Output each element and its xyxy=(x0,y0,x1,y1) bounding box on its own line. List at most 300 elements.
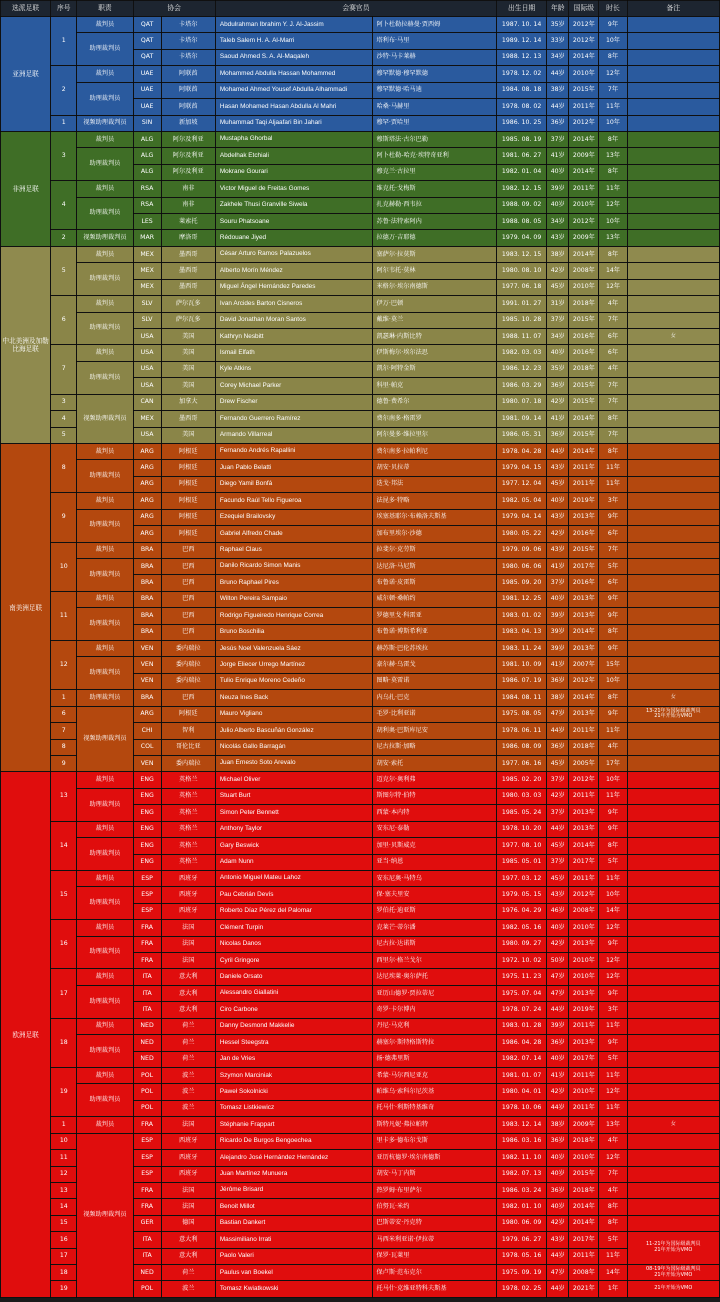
duration: 12年 xyxy=(599,969,627,985)
country-code: BRA xyxy=(133,558,161,574)
country-code: USA xyxy=(133,427,161,443)
official-name-en: Diego Yamil Bonfá xyxy=(215,476,372,492)
official-name-en: Mustapha Ghorbal xyxy=(215,131,372,147)
intl-since: 2013年 xyxy=(569,641,599,657)
official-name-en: Taleb Salem H. A. Al-Marri xyxy=(215,33,372,49)
seq-cell: 1 xyxy=(51,1117,77,1133)
official-name-cn: 托马什·克维亚特科夫斯基 xyxy=(372,1281,497,1297)
seq-cell: 15 xyxy=(51,1215,77,1231)
table-row xyxy=(1,263,720,279)
age: 40岁 xyxy=(547,345,569,361)
birth-date: 1980. 06. 06 xyxy=(497,558,547,574)
table-row xyxy=(1,148,720,164)
age: 47岁 xyxy=(547,1265,569,1281)
duration: 14年 xyxy=(599,903,627,919)
seq-cell: 12 xyxy=(51,641,77,690)
note-cell: 21年开始为VMO xyxy=(627,1281,719,1297)
birth-date: 1983. 12. 14 xyxy=(497,1117,547,1133)
seq-cell: 18 xyxy=(51,1265,77,1281)
official-name-cn: 伊万·巴顿 xyxy=(372,296,497,312)
country-code: BRA xyxy=(133,608,161,624)
seq-cell: 13 xyxy=(51,772,77,821)
intl-since: 2016年 xyxy=(569,575,599,591)
association: 委内瑞拉 xyxy=(161,673,215,689)
intl-since: 2011年 xyxy=(569,1100,599,1116)
birth-date: 1986. 05. 31 xyxy=(497,427,547,443)
age: 37岁 xyxy=(547,854,569,870)
association: 英格兰 xyxy=(161,821,215,837)
table-row xyxy=(1,838,720,854)
table-body xyxy=(1,17,720,1298)
official-name-en: Anthony Taylor xyxy=(215,821,372,837)
duration: 12年 xyxy=(599,953,627,969)
note-cell-empty xyxy=(627,920,719,936)
association: 委内瑞拉 xyxy=(161,755,215,771)
official-name-cn: 加里·贝斯威克 xyxy=(372,838,497,854)
table-row xyxy=(1,985,720,1001)
birth-date: 1975. 09. 19 xyxy=(497,1265,547,1281)
country-code: USA xyxy=(133,361,161,377)
intl-since: 2011年 xyxy=(569,723,599,739)
intl-since: 2014年 xyxy=(569,838,599,854)
association: 意大利 xyxy=(161,1248,215,1264)
seq-cell: 1 xyxy=(51,17,77,66)
association: 法国 xyxy=(161,1117,215,1133)
note-cell-empty xyxy=(627,246,719,262)
birth-date: 1988. 12. 13 xyxy=(497,49,547,65)
country-code: ALG xyxy=(133,131,161,147)
table-row xyxy=(1,131,720,147)
table-row xyxy=(1,197,720,213)
official-name-en: Nicolas Danos xyxy=(215,936,372,952)
association: 西班牙 xyxy=(161,1150,215,1166)
official-name-cn: 戴维·莫兰 xyxy=(372,312,497,328)
official-name-cn: 尼古拉斯·加略 xyxy=(372,739,497,755)
country-code: VEN xyxy=(133,657,161,673)
duration: 7年 xyxy=(599,82,627,98)
official-name-en: Ricardo De Burgos Bengoechea xyxy=(215,1133,372,1149)
birth-date: 1988. 11. 07 xyxy=(497,329,547,345)
age: 38岁 xyxy=(547,690,569,706)
duration: 15年 xyxy=(599,657,627,673)
official-name-cn: 哈桑·马赫里 xyxy=(372,99,497,115)
birth-date: 1972. 10. 02 xyxy=(497,953,547,969)
official-name-en: Facundo Raúl Tello Figueroa xyxy=(215,493,372,509)
birth-date: 1981. 09. 14 xyxy=(497,411,547,427)
official-name-cn: 沙特·马卡莱赫 xyxy=(372,49,497,65)
role-cell: 裁判员 xyxy=(77,920,133,936)
association: 阿根廷 xyxy=(161,493,215,509)
duration: 5年 xyxy=(599,1232,627,1248)
duration: 10年 xyxy=(599,33,627,49)
note-cell: 女 xyxy=(627,690,719,706)
association: 萨尔瓦多 xyxy=(161,296,215,312)
note-cell: 11-21年为国际级裁判员 21年开始为VMO xyxy=(627,1232,719,1265)
birth-date: 1983. 12. 15 xyxy=(497,246,547,262)
intl-since: 2010年 xyxy=(569,1150,599,1166)
seq-cell: 12 xyxy=(51,1166,77,1182)
age: 36岁 xyxy=(547,115,569,131)
duration: 7年 xyxy=(599,394,627,410)
intl-since: 2014年 xyxy=(569,411,599,427)
association: 巴西 xyxy=(161,624,215,640)
duration: 8年 xyxy=(599,838,627,854)
official-name-en: Szymon Marciniak xyxy=(215,1068,372,1084)
age: 40岁 xyxy=(547,197,569,213)
duration: 5年 xyxy=(599,854,627,870)
association: 意大利 xyxy=(161,1232,215,1248)
association: 摩洛哥 xyxy=(161,230,215,246)
country-code: ESP xyxy=(133,1150,161,1166)
intl-since: 2015年 xyxy=(569,427,599,443)
age: 45岁 xyxy=(547,838,569,854)
duration: 4年 xyxy=(599,296,627,312)
role-cell: 助理裁判员 xyxy=(77,1035,133,1068)
birth-date: 1978. 07. 24 xyxy=(497,1002,547,1018)
note-cell-empty xyxy=(627,591,719,607)
duration: 4年 xyxy=(599,361,627,377)
age: 37岁 xyxy=(547,131,569,147)
duration: 14年 xyxy=(599,263,627,279)
note-cell-empty xyxy=(627,263,719,279)
country-code: BRA xyxy=(133,591,161,607)
official-name-cn: 安东尼·泰勒 xyxy=(372,821,497,837)
association: 墨西哥 xyxy=(161,279,215,295)
note-cell-empty xyxy=(627,1084,719,1100)
age: 34岁 xyxy=(547,214,569,230)
association: 西班牙 xyxy=(161,887,215,903)
birth-date: 1982. 12. 15 xyxy=(497,181,547,197)
official-name-en: Wilton Pereira Sampaio xyxy=(215,591,372,607)
seq-cell: 19 xyxy=(51,1281,77,1297)
table-row xyxy=(1,1035,720,1051)
official-name-cn: 米格尔·埃尔南德斯 xyxy=(372,279,497,295)
birth-date: 1978. 04. 28 xyxy=(497,443,547,459)
country-code: BRA xyxy=(133,690,161,706)
birth-date: 1976. 04. 29 xyxy=(497,903,547,919)
birth-date: 1978. 06. 11 xyxy=(497,723,547,739)
intl-since: 2017年 xyxy=(569,854,599,870)
official-name-cn: 加布里埃尔·沙德 xyxy=(372,526,497,542)
intl-since: 2010年 xyxy=(569,920,599,936)
duration: 12年 xyxy=(599,1150,627,1166)
birth-date: 1985. 08. 19 xyxy=(497,131,547,147)
table-row xyxy=(1,920,720,936)
official-name-cn: 亚历山德罗·贾拉蒂尼 xyxy=(372,985,497,1001)
duration: 10年 xyxy=(599,673,627,689)
birth-date: 1980. 03. 03 xyxy=(497,788,547,804)
duration: 8年 xyxy=(599,1199,627,1215)
duration: 10年 xyxy=(599,115,627,131)
age: 41岁 xyxy=(547,558,569,574)
association: 西班牙 xyxy=(161,1166,215,1182)
birth-date: 1981. 12. 25 xyxy=(497,591,547,607)
official-name-en: Tomasz Kwiatkowski xyxy=(215,1281,372,1297)
intl-since: 2005年 xyxy=(569,755,599,771)
association: 波兰 xyxy=(161,1084,215,1100)
official-name-en: Stéphanie Frappart xyxy=(215,1117,372,1133)
role-cell: 视频助理裁判员 xyxy=(77,1133,133,1297)
official-name-en: Daniele Orsato xyxy=(215,969,372,985)
official-name-en: Victor Miguel de Freitas Gomes xyxy=(215,181,372,197)
duration: 8年 xyxy=(599,1215,627,1231)
note-cell-empty xyxy=(627,870,719,886)
country-code: ARG xyxy=(133,509,161,525)
association: 阿根廷 xyxy=(161,706,215,722)
birth-date: 1981. 01. 07 xyxy=(497,1068,547,1084)
age: 42岁 xyxy=(547,1084,569,1100)
official-name-cn: 胡安·贝拉蒂 xyxy=(372,460,497,476)
country-code: ESP xyxy=(133,1166,161,1182)
association: 委内瑞拉 xyxy=(161,641,215,657)
note-cell-empty xyxy=(627,985,719,1001)
note-cell-empty xyxy=(627,723,719,739)
duration: 10年 xyxy=(599,887,627,903)
intl-since: 2017年 xyxy=(569,1232,599,1248)
note-cell-empty xyxy=(627,575,719,591)
official-name-en: Jorge Eliecer Urrego Martínez xyxy=(215,657,372,673)
intl-since: 2013年 xyxy=(569,985,599,1001)
table-row xyxy=(1,345,720,361)
duration: 11年 xyxy=(599,476,627,492)
age: 43岁 xyxy=(547,460,569,476)
seq-cell: 17 xyxy=(51,1248,77,1264)
official-name-cn: 豪尔赫·乌雷戈 xyxy=(372,657,497,673)
country-code: ITA xyxy=(133,985,161,1001)
country-code: VEN xyxy=(133,673,161,689)
age: 37岁 xyxy=(547,312,569,328)
country-code: ENG xyxy=(133,805,161,821)
note-cell: 13-21年为国际级裁判员 21年开始为VMO xyxy=(627,706,719,722)
note-cell-empty xyxy=(627,838,719,854)
table-row xyxy=(1,690,720,706)
confederation-cell: 亚洲足联 xyxy=(1,17,51,132)
birth-date: 1978. 05. 16 xyxy=(497,1248,547,1264)
table-row xyxy=(1,821,720,837)
role-cell: 助理裁判员 xyxy=(77,263,133,296)
confederation-cell: 中北美洲及加勒比海足联 xyxy=(1,246,51,443)
duration: 9年 xyxy=(599,608,627,624)
duration: 4年 xyxy=(599,739,627,755)
note-cell-empty xyxy=(627,49,719,65)
intl-since: 2011年 xyxy=(569,99,599,115)
table-row xyxy=(1,936,720,952)
age: 36岁 xyxy=(547,739,569,755)
role-cell: 视频助理裁判员 xyxy=(77,115,133,131)
official-name-cn: 保卢斯·范布克尔 xyxy=(372,1265,497,1281)
role-cell: 助理裁判员 xyxy=(77,312,133,345)
intl-since: 2014年 xyxy=(569,624,599,640)
association: 波兰 xyxy=(161,1281,215,1297)
note-cell-empty xyxy=(627,66,719,82)
official-name-en: Stuart Burt xyxy=(215,788,372,804)
seq-cell: 14 xyxy=(51,1199,77,1215)
intl-since: 2015年 xyxy=(569,312,599,328)
official-name-cn: 穆罕默德·哈马迪 xyxy=(372,82,497,98)
age: 42岁 xyxy=(547,788,569,804)
official-name-cn: 亚当·纳恩 xyxy=(372,854,497,870)
intl-since: 2018年 xyxy=(569,296,599,312)
country-code: ALG xyxy=(133,164,161,180)
role-cell: 助理裁判员 xyxy=(77,936,133,969)
note-cell-empty xyxy=(627,509,719,525)
intl-since: 2015年 xyxy=(569,394,599,410)
official-name-cn: 胡安·索托 xyxy=(372,755,497,771)
association: 阿根廷 xyxy=(161,509,215,525)
age: 42岁 xyxy=(547,936,569,952)
duration: 11年 xyxy=(599,870,627,886)
duration: 7年 xyxy=(599,427,627,443)
note-cell-empty xyxy=(627,312,719,328)
official-name-cn: 埃塞基耶尔·布赖洛夫斯基 xyxy=(372,509,497,525)
header-col-seq: 序号 xyxy=(51,1,77,17)
duration: 10年 xyxy=(599,772,627,788)
table-row xyxy=(1,657,720,673)
age: 31岁 xyxy=(547,296,569,312)
birth-date: 1979. 09. 06 xyxy=(497,542,547,558)
table-row xyxy=(1,296,720,312)
duration: 6年 xyxy=(599,345,627,361)
seq-cell: 14 xyxy=(51,821,77,870)
association: 西班牙 xyxy=(161,1133,215,1149)
intl-since: 2016年 xyxy=(569,329,599,345)
official-name-en: Paolo Valeri xyxy=(215,1248,372,1264)
seq-cell: 16 xyxy=(51,920,77,969)
country-code: FRA xyxy=(133,920,161,936)
age: 38岁 xyxy=(547,1117,569,1133)
country-code: FRA xyxy=(133,1182,161,1198)
intl-since: 2016年 xyxy=(569,526,599,542)
association: 委内瑞拉 xyxy=(161,657,215,673)
official-name-en: Bruno Raphael Pires xyxy=(215,575,372,591)
table-row xyxy=(1,312,720,328)
intl-since: 2017年 xyxy=(569,1051,599,1067)
official-name-cn: 亚历杭德罗·埃尔南德斯 xyxy=(372,1150,497,1166)
association: 美国 xyxy=(161,329,215,345)
table-row xyxy=(1,246,720,262)
association: 西班牙 xyxy=(161,870,215,886)
table-row xyxy=(1,394,720,410)
note-cell-empty xyxy=(627,903,719,919)
seq-cell: 2 xyxy=(51,230,77,246)
note-cell-empty xyxy=(627,969,719,985)
association: 波兰 xyxy=(161,1100,215,1116)
country-code: SIN xyxy=(133,115,161,131)
seq-cell: 6 xyxy=(51,706,77,722)
intl-since: 2014年 xyxy=(569,246,599,262)
age: 40岁 xyxy=(547,1150,569,1166)
age: 42岁 xyxy=(547,526,569,542)
age: 40岁 xyxy=(547,1199,569,1215)
confederation-cell: 非洲足联 xyxy=(1,131,51,246)
role-cell: 裁判员 xyxy=(77,1068,133,1084)
note-cell-empty xyxy=(627,378,719,394)
birth-date: 1978. 02. 25 xyxy=(497,1281,547,1297)
role-cell: 裁判员 xyxy=(77,246,133,262)
official-name-cn: 巴斯蒂安·丹克特 xyxy=(372,1215,497,1231)
seq-cell: 4 xyxy=(51,411,77,427)
country-code: UAE xyxy=(133,99,161,115)
intl-since: 2009年 xyxy=(569,148,599,164)
intl-since: 2012年 xyxy=(569,17,599,33)
country-code: ENG xyxy=(133,854,161,870)
birth-date: 1979. 04. 09 xyxy=(497,230,547,246)
association: 法国 xyxy=(161,920,215,936)
intl-since: 2008年 xyxy=(569,903,599,919)
official-name-cn: 达尼洛·马尼斯 xyxy=(372,558,497,574)
intl-since: 2009年 xyxy=(569,230,599,246)
official-name-cn: 伯努瓦·米约 xyxy=(372,1199,497,1215)
age: 39岁 xyxy=(547,1018,569,1034)
association: 卡塔尔 xyxy=(161,17,215,33)
age: 41岁 xyxy=(547,411,569,427)
country-code: FRA xyxy=(133,1117,161,1133)
age: 42岁 xyxy=(547,1215,569,1231)
birth-date: 1980. 04. 01 xyxy=(497,1084,547,1100)
official-name-en: Alejandro José Hernández Hernández xyxy=(215,1150,372,1166)
age: 40岁 xyxy=(547,1051,569,1067)
age: 33岁 xyxy=(547,33,569,49)
note-cell-empty xyxy=(627,1002,719,1018)
duration: 8年 xyxy=(599,443,627,459)
table-row xyxy=(1,361,720,377)
association: 哥伦比亚 xyxy=(161,739,215,755)
note-cell-empty xyxy=(627,1018,719,1034)
official-name-cn: 罗伯托·迪亚斯 xyxy=(372,903,497,919)
birth-date: 1980. 09. 27 xyxy=(497,936,547,952)
seq-cell: 18 xyxy=(51,1018,77,1067)
birth-date: 1978. 08. 02 xyxy=(497,99,547,115)
note-cell-empty xyxy=(627,1215,719,1231)
note-cell-empty xyxy=(627,427,719,443)
birth-date: 1982. 03. 03 xyxy=(497,345,547,361)
official-name-en: Ezequiel Brailovsky xyxy=(215,509,372,525)
role-cell: 助理裁判员 xyxy=(77,788,133,821)
birth-date: 1979. 04. 15 xyxy=(497,460,547,476)
note-cell-empty xyxy=(627,394,719,410)
association: 法国 xyxy=(161,1182,215,1198)
country-code: ARG xyxy=(133,460,161,476)
official-name-cn: 拉德万·吉耶德 xyxy=(372,230,497,246)
table-row xyxy=(1,969,720,985)
country-code: RSA xyxy=(133,197,161,213)
official-name-cn: 阿卜杜勒-哈克·埃特奇亚利 xyxy=(372,148,497,164)
official-name-en: Mauro Vigliano xyxy=(215,706,372,722)
note-cell-empty xyxy=(627,526,719,542)
official-name-en: Kathryn Nesbitt xyxy=(215,329,372,345)
birth-date: 1979. 05. 15 xyxy=(497,887,547,903)
role-cell: 裁判员 xyxy=(77,17,133,33)
note-cell-empty xyxy=(627,296,719,312)
association: 波兰 xyxy=(161,1068,215,1084)
official-name-en: Fernando Guerrero Ramírez xyxy=(215,411,372,427)
role-cell: 裁判员 xyxy=(77,969,133,985)
official-name-cn: 赫苏斯·巴伦苏埃拉 xyxy=(372,641,497,657)
birth-date: 1985. 02. 20 xyxy=(497,772,547,788)
intl-since: 2011年 xyxy=(569,1018,599,1034)
country-code: ESP xyxy=(133,903,161,919)
duration: 8年 xyxy=(599,164,627,180)
duration: 4年 xyxy=(599,1182,627,1198)
note-cell-empty xyxy=(627,936,719,952)
country-code: VEN xyxy=(133,641,161,657)
duration: 7年 xyxy=(599,312,627,328)
seq-cell: 11 xyxy=(51,591,77,640)
header-col-role: 职责 xyxy=(77,1,133,17)
country-code: UAE xyxy=(133,82,161,98)
age: 39岁 xyxy=(547,641,569,657)
table-row xyxy=(1,542,720,558)
